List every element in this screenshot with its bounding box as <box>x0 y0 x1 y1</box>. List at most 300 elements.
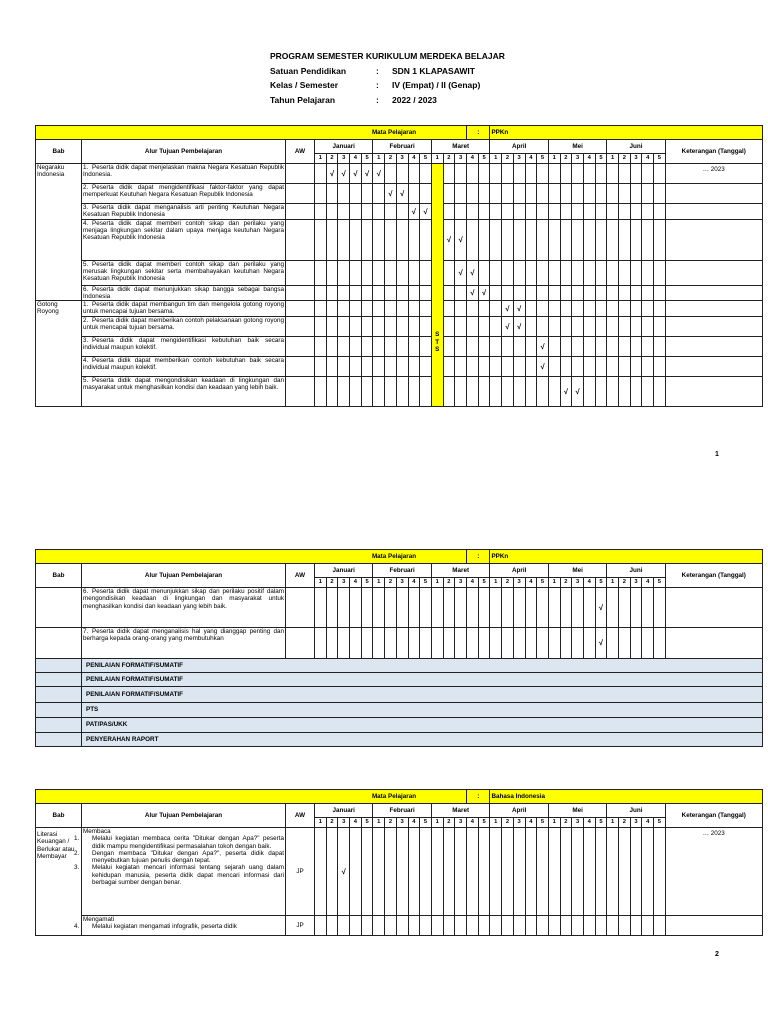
week-cell <box>455 376 467 406</box>
atp-item <box>74 849 284 865</box>
header-row-kelas <box>270 78 505 93</box>
subject-colon: : <box>467 126 490 140</box>
week-cell <box>537 184 549 204</box>
week-cell <box>502 628 514 659</box>
week-cell: √ <box>455 219 467 260</box>
week-cell <box>583 628 595 659</box>
week-cell <box>408 376 420 406</box>
week-cell <box>431 828 443 916</box>
week-cell <box>408 628 420 659</box>
table-bahasa-indonesia <box>35 789 763 936</box>
week-cell <box>361 260 373 285</box>
week-number: 5 <box>361 154 373 164</box>
week-cell <box>385 828 397 916</box>
month-header: April <box>490 564 548 578</box>
subject-name: Bahasa Indonesia <box>490 790 762 804</box>
atp-number: 1. <box>83 164 89 171</box>
week-cell <box>361 336 373 356</box>
assessment-label: PENYERAHAN RAPORT <box>82 733 763 747</box>
week-cell <box>525 916 537 936</box>
week-cell: √ <box>455 260 467 285</box>
col-atp: Alur Tujuan Pembelajaran <box>82 564 286 588</box>
week-cell <box>338 628 350 659</box>
week-cell <box>572 336 584 356</box>
week-number: 1 <box>373 154 385 164</box>
atp-cell <box>82 219 286 260</box>
week-cell <box>443 916 455 936</box>
week-cell <box>455 285 467 301</box>
week-cell <box>607 316 619 336</box>
atp-text: Peserta didik dapat menjelaskan makna Negara Kesatuan Republik Indonesia. <box>83 164 284 179</box>
week-cell <box>630 301 642 317</box>
week-cell <box>537 628 549 659</box>
week-number: 4 <box>467 818 479 828</box>
week-cell <box>455 628 467 659</box>
atp-text: Melalui kegiatan mengamati infografik, peserta didik <box>92 923 237 931</box>
assessment-label: PENILAIAN FORMATIF/SUMATIF <box>82 659 763 673</box>
week-cell <box>373 336 385 356</box>
month-header: Juni <box>607 140 665 154</box>
month-header: Mei <box>548 140 606 154</box>
week-number: 4 <box>467 154 479 164</box>
week-cell <box>373 588 385 628</box>
col-aw: AW <box>286 140 315 164</box>
week-cell <box>537 164 549 184</box>
week-cell <box>630 356 642 376</box>
week-cell <box>350 588 362 628</box>
month-header: Maret <box>431 564 490 578</box>
week-cell <box>537 260 549 285</box>
week-cell <box>420 336 432 356</box>
table-row <box>36 204 763 220</box>
week-cell <box>607 916 619 936</box>
week-cell <box>502 336 514 356</box>
atp-number: 4. <box>74 923 80 931</box>
week-number: 2 <box>326 578 338 588</box>
week-cell <box>607 204 619 220</box>
week-number: 4 <box>408 154 420 164</box>
atp-text: Peserta didik dapat menganalisis hal yang dianggap penting dan berharga kepada orang-orang yang membutuhkan <box>83 628 284 643</box>
atp-number: 2. <box>83 316 89 324</box>
week-number: 5 <box>595 818 607 828</box>
week-cell <box>373 301 385 317</box>
week-cell <box>326 336 338 356</box>
atp-text: Peserta didik dapat memberi contoh sikap dan perilaku yang menjaga lingkungan sekitar dalam upaya menjaga keutuhan Negara Kesatuan Republik Indonesia <box>83 219 284 242</box>
week-cell <box>478 828 490 916</box>
week-cell <box>502 376 514 406</box>
week-cell <box>338 219 350 260</box>
col-keterangan: Keterangan (Tanggal) <box>665 140 762 164</box>
week-cell <box>595 916 607 936</box>
week-number: 4 <box>583 578 595 588</box>
week-number: 3 <box>396 818 408 828</box>
assessment-row <box>36 703 763 718</box>
week-cell <box>443 204 455 220</box>
week-cell <box>443 588 455 628</box>
week-cell <box>478 336 490 356</box>
table-row <box>36 916 763 936</box>
week-cell <box>537 828 549 916</box>
week-cell <box>583 828 595 916</box>
week-number: 2 <box>385 818 397 828</box>
week-cell <box>408 316 420 336</box>
week-number: 1 <box>431 154 443 164</box>
keterangan-cell <box>665 916 762 936</box>
assessment-row <box>36 659 763 673</box>
week-number: 5 <box>595 578 607 588</box>
week-cell <box>572 184 584 204</box>
week-number: 4 <box>642 818 654 828</box>
week-cell <box>607 285 619 301</box>
subject-name: PPKn <box>490 126 762 140</box>
week-cell <box>630 916 642 936</box>
atp-cell <box>82 316 286 336</box>
week-cell <box>315 316 327 336</box>
week-cell <box>326 184 338 204</box>
atp-cell <box>82 628 286 659</box>
week-cell <box>408 285 420 301</box>
week-cell <box>467 588 479 628</box>
week-cell <box>642 588 654 628</box>
week-cell <box>607 628 619 659</box>
week-cell <box>583 356 595 376</box>
week-cell: √ <box>537 356 549 376</box>
aw-cell <box>286 184 315 204</box>
sts-column <box>431 164 443 407</box>
week-cell: √ <box>373 164 385 184</box>
week-cell <box>548 204 560 220</box>
week-number: 4 <box>350 818 362 828</box>
week-number: 2 <box>443 154 455 164</box>
week-number: 1 <box>607 578 619 588</box>
week-cell <box>548 301 560 317</box>
week-cell <box>525 184 537 204</box>
week-cell <box>385 916 397 936</box>
week-cell <box>338 184 350 204</box>
month-header: Februari <box>373 804 431 818</box>
keterangan-cell <box>665 219 762 260</box>
atp-text: Peserta didik dapat memberi contoh sikap dan perilaku yang merusak lingkungan sekitar serta membahayakan keutuhan Negara Kesatuan Republik Indonesia <box>83 260 284 283</box>
week-cell <box>560 285 572 301</box>
week-cell <box>338 301 350 317</box>
week-cell <box>350 916 362 936</box>
week-cell <box>560 336 572 356</box>
week-cell <box>502 285 514 301</box>
week-number: 5 <box>361 818 373 828</box>
week-cell <box>408 301 420 317</box>
week-cell <box>467 204 479 220</box>
atp-text: Peserta didik dapat menunjukkan sikap bangga sebagai bangsa Indonesia <box>83 285 284 300</box>
atp-text: Peserta didik dapat memberikan contoh pelaksanaan gotong royong untuk mencapai tujuan bersama. <box>83 316 284 332</box>
atp-number: 6. <box>83 285 89 293</box>
week-cell <box>443 376 455 406</box>
week-cell <box>478 588 490 628</box>
bab-cell: Gotong Royong <box>36 301 82 407</box>
atp-cell <box>82 588 286 628</box>
week-cell <box>467 301 479 317</box>
week-cell <box>361 316 373 336</box>
week-number: 2 <box>502 578 514 588</box>
week-cell <box>315 916 327 936</box>
week-cell <box>595 828 607 916</box>
aw-cell: JP <box>286 916 315 936</box>
aw-cell <box>286 219 315 260</box>
week-cell <box>443 316 455 336</box>
week-cell <box>560 204 572 220</box>
week-cell <box>537 376 549 406</box>
header-value: IV (Empat) / II (Genap) <box>392 80 481 90</box>
table-row <box>36 356 763 376</box>
week-cell <box>630 219 642 260</box>
week-cell <box>630 260 642 285</box>
atp-number: 5. <box>83 260 89 268</box>
week-cell <box>385 204 397 220</box>
week-number: 2 <box>502 818 514 828</box>
week-number: 3 <box>396 154 408 164</box>
table-row <box>36 588 763 628</box>
week-cell <box>572 828 584 916</box>
week-cell <box>654 828 666 916</box>
week-cell <box>607 376 619 406</box>
empty-cell <box>36 673 82 687</box>
week-number: 1 <box>315 154 327 164</box>
week-cell <box>420 628 432 659</box>
month-header: Mei <box>548 804 606 818</box>
keterangan-cell <box>665 588 762 628</box>
week-cell <box>654 356 666 376</box>
keterangan-cell: … 2023 <box>665 828 762 916</box>
week-cell <box>408 356 420 376</box>
week-cell <box>595 376 607 406</box>
atp-item <box>74 864 284 887</box>
week-cell <box>595 356 607 376</box>
week-cell: √ <box>350 164 362 184</box>
week-cell <box>548 588 560 628</box>
week-cell <box>502 356 514 376</box>
week-cell <box>315 164 327 184</box>
empty-cell <box>36 703 82 718</box>
week-cell <box>385 588 397 628</box>
atp-number: 7. <box>83 628 89 635</box>
month-header: Maret <box>431 140 490 154</box>
table-row <box>36 628 763 659</box>
week-cell: √ <box>537 336 549 356</box>
week-cell <box>572 588 584 628</box>
week-cell <box>455 916 467 936</box>
week-cell <box>385 376 397 406</box>
week-number: 1 <box>607 818 619 828</box>
week-cell <box>595 204 607 220</box>
week-number: 1 <box>490 818 502 828</box>
week-cell <box>478 356 490 376</box>
week-cell <box>548 164 560 184</box>
atp-cell <box>82 336 286 356</box>
atp-number: 3. <box>74 864 80 872</box>
week-number: 3 <box>338 154 350 164</box>
subject-colon: : <box>467 790 490 804</box>
week-cell <box>361 356 373 376</box>
week-cell <box>408 219 420 260</box>
week-cell <box>396 204 408 220</box>
week-cell <box>513 285 525 301</box>
week-cell <box>525 376 537 406</box>
week-cell <box>583 376 595 406</box>
week-cell <box>361 219 373 260</box>
week-cell <box>385 164 397 184</box>
bab-cell: Negaraku Indonesia <box>36 164 82 301</box>
week-number: 4 <box>642 578 654 588</box>
week-cell <box>490 588 502 628</box>
week-number: 4 <box>467 578 479 588</box>
aw-cell <box>286 336 315 356</box>
week-cell <box>583 184 595 204</box>
keterangan-cell <box>665 356 762 376</box>
week-cell <box>373 260 385 285</box>
week-cell <box>607 828 619 916</box>
week-cell <box>338 916 350 936</box>
week-cell <box>537 204 549 220</box>
week-cell <box>326 219 338 260</box>
atp-cell <box>82 260 286 285</box>
header-row <box>36 564 763 578</box>
week-cell <box>583 588 595 628</box>
week-number: 4 <box>642 154 654 164</box>
week-cell <box>490 316 502 336</box>
week-cell <box>619 628 631 659</box>
week-cell <box>490 916 502 936</box>
week-cell <box>630 204 642 220</box>
empty-cell <box>36 718 82 733</box>
week-cell <box>350 219 362 260</box>
atp-cell <box>82 204 286 220</box>
week-cell <box>350 628 362 659</box>
atp-number: 1. <box>74 835 80 843</box>
week-cell <box>513 916 525 936</box>
week-cell: √ <box>385 184 397 204</box>
table-row <box>36 301 763 317</box>
week-cell <box>548 285 560 301</box>
atp-number: 6. <box>83 588 89 595</box>
col-aw: AW <box>286 804 315 828</box>
atp-cell <box>82 356 286 376</box>
header-colon: : <box>376 80 379 90</box>
document-header <box>270 49 505 107</box>
sts-letter: S <box>435 331 440 339</box>
assessment-row <box>36 673 763 687</box>
atp-text: Peserta didik dapat mengidentifikasi faktor-faktor yang dapat memperkuat Keutuhan Negara Kesatuan Republik Indonesia <box>83 184 284 199</box>
week-cell: √ <box>361 164 373 184</box>
week-cell <box>420 184 432 204</box>
week-cell <box>560 628 572 659</box>
week-cell <box>548 356 560 376</box>
week-cell <box>350 376 362 406</box>
aw-cell <box>286 301 315 317</box>
header-colon: : <box>376 94 379 105</box>
header-label: Satuan Pendidikan <box>270 65 347 76</box>
col-bab: Bab <box>36 804 82 828</box>
week-cell <box>326 588 338 628</box>
week-number: 5 <box>654 154 666 164</box>
week-cell <box>572 204 584 220</box>
week-number: 4 <box>525 154 537 164</box>
atp-item <box>74 835 284 850</box>
week-cell <box>502 588 514 628</box>
week-cell <box>560 828 572 916</box>
atp-heading: Mengamati <box>83 916 115 923</box>
week-cell <box>654 376 666 406</box>
week-cell <box>396 336 408 356</box>
atp-number: 3. <box>83 204 89 211</box>
week-cell <box>560 184 572 204</box>
week-cell <box>642 204 654 220</box>
week-cell <box>315 301 327 317</box>
week-cell <box>478 376 490 406</box>
aw-cell <box>286 285 315 301</box>
week-number: 4 <box>525 578 537 588</box>
week-cell <box>548 828 560 916</box>
atp-text: Peserta didik dapat memberikan contoh kebutuhan baik secara individual maupun kolektif. <box>83 356 284 372</box>
week-cell <box>630 828 642 916</box>
week-cell <box>385 336 397 356</box>
week-cell <box>315 356 327 376</box>
table-row <box>36 336 763 356</box>
week-cell <box>572 356 584 376</box>
keterangan-cell <box>665 285 762 301</box>
aw-cell <box>286 204 315 220</box>
week-cell <box>619 204 631 220</box>
week-number: 5 <box>420 818 432 828</box>
week-cell <box>338 204 350 220</box>
atp-text: Peserta didik dapat mengidentifikasi kebutuhan baik secara individual maupun kolektif. <box>83 336 284 352</box>
week-cell <box>525 219 537 260</box>
atp-text: Melalui kegiatan membaca cerita "Ditukar dengan Apa?" peserta didik mampu mengidentifikasi permasalahan tokoh dengan baik. <box>92 835 284 850</box>
week-cell <box>455 184 467 204</box>
week-number: 5 <box>537 818 549 828</box>
week-number: 3 <box>630 578 642 588</box>
month-header: Januari <box>315 140 373 154</box>
week-cell <box>350 204 362 220</box>
week-cell <box>361 301 373 317</box>
week-cell <box>326 628 338 659</box>
week-cell <box>490 336 502 356</box>
week-cell <box>548 336 560 356</box>
keterangan-cell <box>665 260 762 285</box>
col-atp: Alur Tujuan Pembelajaran <box>82 804 286 828</box>
week-cell <box>315 219 327 260</box>
atp-text: Melalui kegiatan mencari informasi tentang sejarah uang dalam kehidupan manusia, peserta didik dapat mencari informasi dari berbagai sumber dengan benar. <box>92 864 284 887</box>
month-header: Januari <box>315 564 373 578</box>
week-number: 2 <box>560 578 572 588</box>
week-cell <box>630 588 642 628</box>
week-number: 3 <box>572 154 584 164</box>
week-cell <box>443 164 455 184</box>
week-cell <box>513 260 525 285</box>
sts-letter: S <box>435 346 440 354</box>
week-cell <box>420 316 432 336</box>
week-cell <box>548 628 560 659</box>
week-number: 4 <box>525 818 537 828</box>
week-cell <box>396 219 408 260</box>
week-cell <box>502 828 514 916</box>
week-cell <box>326 356 338 376</box>
week-cell <box>385 285 397 301</box>
week-cell <box>443 828 455 916</box>
week-cell <box>373 184 385 204</box>
week-cell <box>467 916 479 936</box>
week-cell <box>654 588 666 628</box>
table-row <box>36 184 763 204</box>
assessment-label: PAT/PAS/UKK <box>82 718 763 733</box>
